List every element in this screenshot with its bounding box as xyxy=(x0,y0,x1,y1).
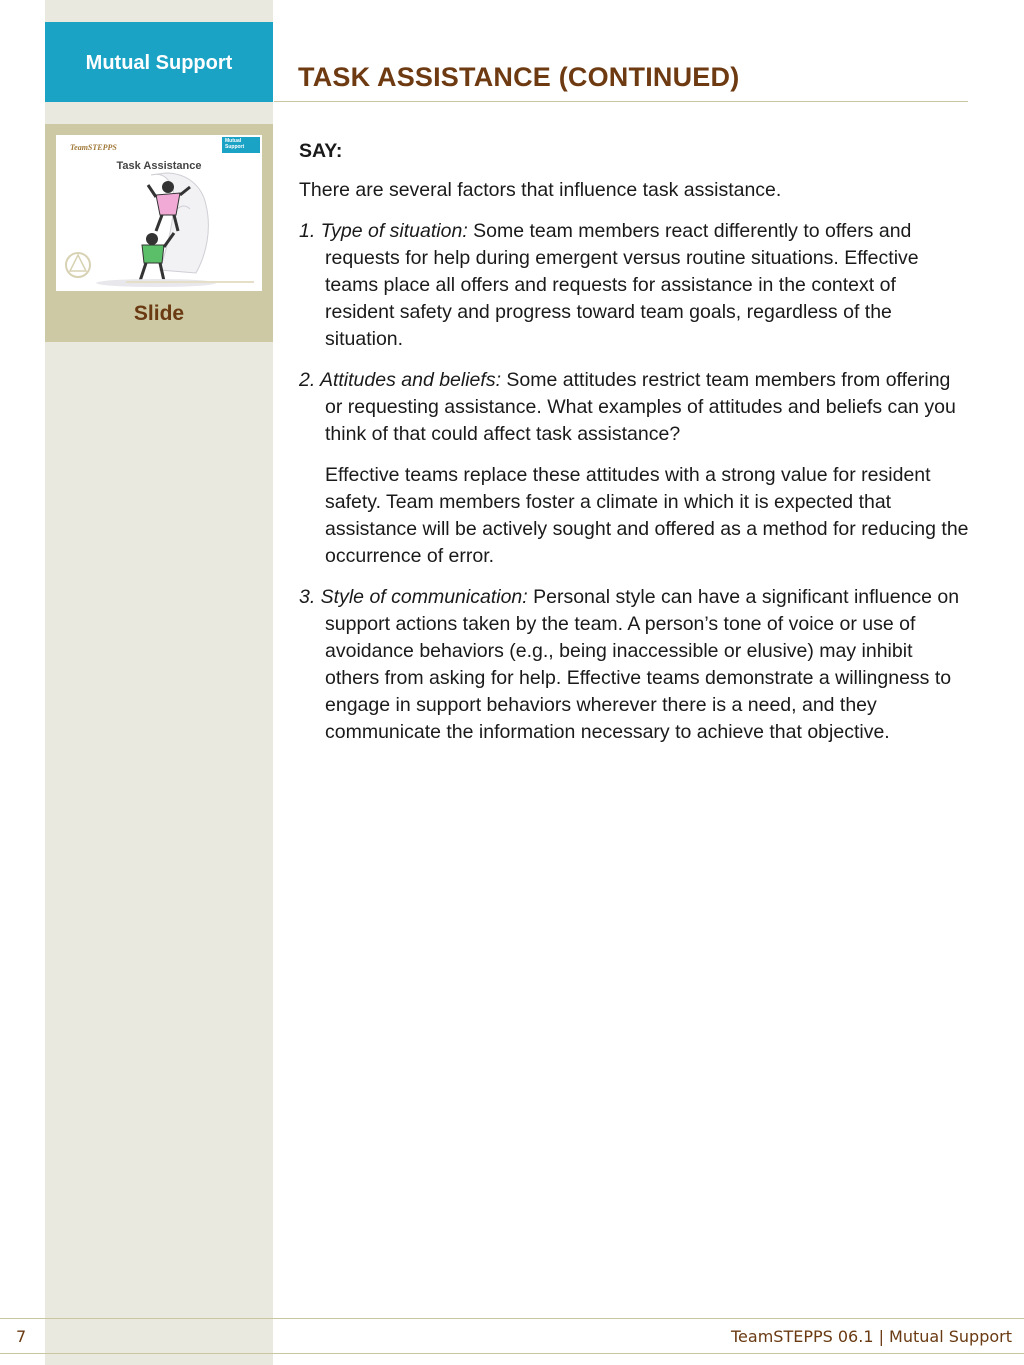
slide-label: Slide xyxy=(133,302,185,325)
thumbnail-brand: TeamSTEPPS xyxy=(70,143,117,152)
thumbnail-heading: Task Assistance xyxy=(116,160,202,172)
page-number: 7 xyxy=(16,1327,27,1346)
footer-text: TeamSTEPPS 06.1 | Mutual Support xyxy=(731,1327,1012,1346)
factor-text: Personal style can have a significant influence on support actions taken by the team. A person’s tone of voice or use of avoidance behaviors (e.g., being inaccessible or elusive) may inhibit others from asking for help. Effective teams demonstrate a willingness to engage in support behaviors wherever there is a need, and they communicate the information necessary to achieve that objective. xyxy=(325,586,960,743)
factor-text: Some attitudes restrict team members from offering or requesting assistance. What examples of attitudes and beliefs can you think of that could affect task assistance? xyxy=(325,369,956,445)
factor-followup: Effective teams replace these attitudes with a strong value for resident safety. Team members foster a climate in which it is expected that assistance will be actively sought and offered as a method for reducing the occurrence of error. xyxy=(325,464,969,567)
climber-illustration xyxy=(56,135,262,291)
footer-divider-bottom xyxy=(0,1353,1024,1354)
page-title: TASK ASSISTANCE (CONTINUED) xyxy=(298,62,740,92)
factor-lead: 3. Style of communication: xyxy=(299,586,528,608)
section-tab: Mutual Support xyxy=(45,22,273,102)
main-content xyxy=(299,138,969,760)
thumbnail-tab: Mutual Support xyxy=(222,137,260,153)
title-divider xyxy=(274,101,968,102)
factor-text: Some team members react differently to offers and requests for help during emergent versus routine situations. Effective teams place all offers and requests for assistance in the context of resident safety and progress toward team goals, regardless of the situation. xyxy=(325,220,919,350)
footer-divider-top xyxy=(0,1318,1024,1319)
factor-item xyxy=(299,367,969,448)
factor-lead: 2. Attitudes and beliefs: xyxy=(299,369,501,391)
factor-lead: 1. Type of situation: xyxy=(299,220,468,242)
say-label: SAY: xyxy=(299,140,343,162)
slide-thumbnail xyxy=(56,135,262,291)
intro-paragraph: There are several factors that influence task assistance. xyxy=(299,179,782,201)
factor-item xyxy=(299,584,969,746)
factor-item xyxy=(299,218,969,353)
